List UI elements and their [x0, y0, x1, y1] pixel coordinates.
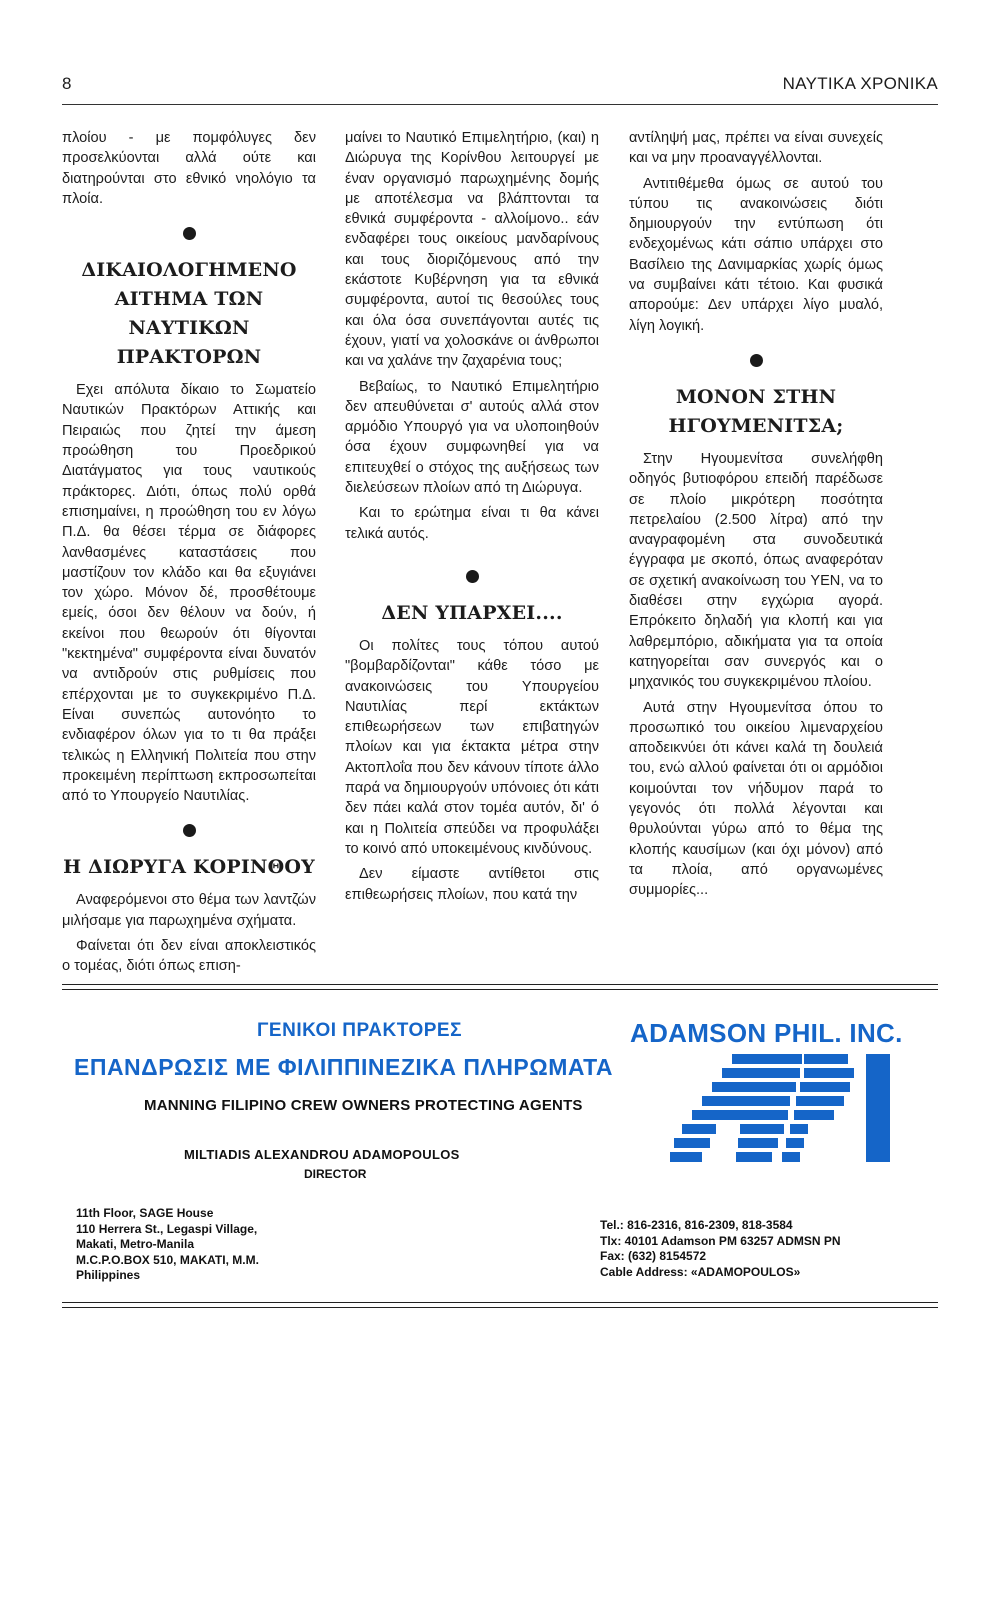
contact-cable: Cable Address: «ADAMOPOULOS» [600, 1264, 801, 1279]
heading-does-not-exist: ΔΕΝ ΥΠΑΡΧΕΙ.... [381, 601, 563, 624]
header-rule [62, 104, 938, 105]
company-address [76, 1206, 259, 1284]
address-line: 11th Floor, SAGE House [76, 1206, 214, 1220]
heading-agents-request: ΔΙΚΑΙΟΛΟΓΗΜΕΝΟ ΑΙΤΗΜΑ ΤΩΝ ΝΑΥΤΙΚΩΝ ΠΡΑΚΤΟΡΩΝ [81, 259, 297, 369]
article-column-1 [62, 128, 316, 982]
col3-para3: Αυτά στην Ηγουμενίτσα όπου το προσωπικό του οικείου λιμεναρχείου αποδεικνύει ότι κάνει καλά τη δουλειά του, ενώ αλλού φαίνεται ότι οι αρμόδιοι κοιμούνται τον νήδυμον παρά το γεγονός ότι πολλά λέγονται και θρυλούνται γύρω από το θέμα της κλοπής καυσίμων (και όχι μόνον) από τα πλοία, από οργανωμένες συμμορίες... [629, 699, 883, 899]
contact-fax: Fax: (632) 8154572 [600, 1249, 707, 1263]
col3-para2: Στην Ηγουμενίτσα συνελήφθη οδηγός βυτιοφόρου επειδή παρέδωσε σε πλοίο μικρότερη ποσότητα πετρελαίου (2.500 λίτρα) από την αναγραφομένη στα συνοδευτικά έγγραφα με σκοπό, όπως αναφερόταν σε σχετική ανακοίνωση του ΥΕΝ, να το διαθέσει στην εγχώρια αγορά. Επρόκειτο δηλαδή για κλοπή και για λαθρεμπόριο, αδικήματα για τα οποία κατηγορείται σαν συνεργός και ο μηχανικός του συγκεκριμένου πλοίου. [629, 450, 883, 691]
col2-intro: μαίνει το Ναυτικό Επιμελητήριο, (και) η Διώρυγα της Κορίνθου λειτουργεί με έναν οργανισμό παρωχημένης δομής με αποτέλεσμα να βλάπτονται τα εθνικά συμφέροντα - αλλοίμονο.. εάν ενδαφέρει τους οικείους μανδαρίνους και τους διοριζόμενους από την εκάστοτε Κυβέρνηση για τα εθνικά συμφέροντα, αυτοί τις θεσούλες τους και όλα όσα συνεπάγονται αυτές τις έχουν, γιατί να χολοσκάνε οι άνθρωποι και να χαλάνε την ζαχαρένια τους; [345, 130, 599, 370]
address-line: Makati, Metro-Manila [76, 1237, 195, 1251]
ad-company-name: ADAMSON PHIL. INC. [630, 1018, 903, 1048]
section-bullet [466, 570, 479, 583]
article-column-2 [345, 128, 599, 910]
col2-para3: Οι πολίτες τους τόπου αυτού "βομβαρδίζονται" κάθε τόσο με ανακοινώσεις του Υπουργείου Ναυτιλίας περί εκτάκτων επιθεωρήσεων των επιβατηγών πλοίων και για έκτακτα μέτρα στην Ακτοπλοΐα που δεν κάνουν τίποτε άλλο παρά να δημιουργούν υπόνοιες ότι κάτι δεν πάει καλά στον τομέα αυτόν, δι' ό και η Πολιτεία σπεύδει να προφυλάξει το κοινό από υποκειμένους κινδύνους. [345, 637, 599, 857]
heading-corinth-canal: Η ΔΙΩΡΥΓΑ ΚΟΡΙΝΘΟΥ [63, 856, 315, 879]
contact-phone: Tel.: 816-2316, 816-2309, 818-3584 [600, 1218, 793, 1232]
ad-manning-greek: ΕΠΑΝΔΡΩΣΙΣ ΜΕ ΦΙΛΙΠΠΙΝΕΖΙΚΑ ΠΛΗΡΩΜΑΤΑ [74, 1054, 614, 1080]
contact-telex: Tlx: 40101 Adamson PM 63257 ADMSN PN [600, 1233, 841, 1248]
advertisement [62, 990, 938, 1620]
article-column-3 [629, 128, 883, 906]
page-header [62, 74, 938, 104]
address-line: Philippines [76, 1268, 141, 1282]
page-number: 8 [62, 74, 72, 93]
ad-bottom-rule [62, 1307, 938, 1308]
section-bullet [750, 354, 763, 367]
ad-top-rule [62, 984, 938, 985]
ad-general-agents: ΓΕΝΙΚΟΙ ΠΡΑΚΤΟΡΕΣ [257, 1020, 462, 1041]
company-contacts [600, 1218, 841, 1280]
section-bullet [183, 227, 196, 240]
ad-manning-english: MANNING FILIPINO CREW OWNERS PROTECTING AGENTS [144, 1097, 583, 1114]
col1-intro: πλοίου - με πομφόλυγες δεν προσελκύονται αλλά ούτε και διατηρούνται στο εθνικό νηολόγιο τα πλοία. [62, 130, 316, 207]
ad-bottom-rule [62, 1302, 938, 1303]
heading-igoumenitsa: ΜΟΝΟΝ ΣΤΗΝ ΗΓΟΥΜΕΝΙΤΣΑ; [668, 385, 844, 437]
col1-para1: Εχει απόλυτα δίκαιο το Σωματείο Ναυτικών Πρακτόρων Αττικής και Πειραιώς που ζητεί την άμεση προώθηση του Προεδρικού Διατάγματος για τους ναυτικούς πράκτορες. Διότι, όπως πολύ ορθά επισημαίνει, η προώθηση του εν λόγω Π.Δ. θα θέσει τέρμα σε διάφορες λανθασμένες καταστάσεις που μαστίζουν τον κλάδο και θα εξυγιάνει τον χώρο. Μόνον δέ, προσθέτουμε εμείς, όσοι δεν θέλουν να δούν, ή εκείνοι που θεωρούν ότι θίγονται "κεκτημένα" συμφέροντα είναι δυνατόν να αντιδρούν στις ρυθμίσεις που επέρχονται με το συγκεκριμένο Π.Δ. Είναι συνεπώς αυτονόητο το ενδιαφέρον όλων για το τι θα πράξει τελικώς η Ελληνική Πολιτεία που στην προκειμένη περίπτωση εκπροσωπείται από το Υπουργείο Ναυτιλίας. [62, 382, 316, 805]
ad-director-title: DIRECTOR [304, 1167, 367, 1181]
section-bullet [183, 824, 196, 837]
col1-para2: Αναφερόμενοι στο θέμα των λαντζών μιλήσαμε για παρωχημένα σχήματα. [62, 892, 316, 929]
col2-para4: Δεν είμαστε αντίθετοι στις επιθεωρήσεις πλοίων, που κατά την [345, 866, 599, 903]
col3-intro: αντίληψή μας, πρέπει να είναι συνεχείς και να μην προαναγγέλλονται. [629, 130, 883, 167]
company-logo [670, 1054, 898, 1164]
col3-para1: Αντιτιθέμεθα όμως σε αυτού του τύπου τις ανακοινώσεις διότι δημιουργούν την εντύπωση ότι ενδεχομένως κάτι σάπιο υπάρχει στο Βασίλειο της Δανιμαρκίας χωρίς όμως να συμβαίνει κάτι τέτοιο. Και φυσικά απορούμε: Δεν υπάρχει λίγο μυαλό, λίγη λογική. [629, 175, 883, 334]
col2-para2: Και το ερώτημα είναι τι θα κάνει τελικά αυτός. [345, 505, 599, 542]
ad-director-name: MILTIADIS ALEXANDROU ADAMOPOULOS [184, 1147, 460, 1162]
address-line: 110 Herrera St., Legaspi Village, [76, 1221, 258, 1236]
magazine-title: ΝΑΥΤΙΚΑ ΧΡΟΝΙΚΑ [782, 74, 938, 93]
address-line: M.C.P.O.BOX 510, MAKATI, M.M. [76, 1252, 259, 1267]
col2-para1: Βεβαίως, το Ναυτικό Επιμελητήριο δεν απευθύνεται σ' αυτούς αλλά στον αρμόδιο Υπουργό για να υλοποιηθούν όσα έχουν συμφωνηθεί για να επιτευχθεί ο στόχος της αυξήσεως των διελεύσεων πλοίων από τη Διώρυγα. [345, 378, 599, 497]
col1-para3: Φαίνεται ότι δεν είναι αποκλειστικός ο τομέας, διότι όπως επιση- [62, 938, 316, 975]
